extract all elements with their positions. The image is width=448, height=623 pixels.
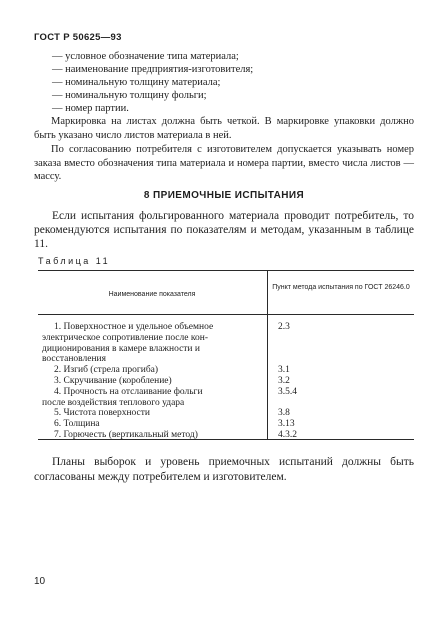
table-cell-method: 3.8 <box>278 408 290 419</box>
table-cell-method: 2.3 <box>278 322 290 332</box>
table-caption: Таблица 11 <box>38 256 111 266</box>
table-row <box>42 387 266 409</box>
list-item: — номинальную толщину фольги; <box>52 90 207 101</box>
paragraph-plans: Планы выборок и уровень приемочных испытаний должны быть согласованы между потребителем и изготовителем. <box>34 456 414 483</box>
running-header: ГОСТ Р 50625—93 <box>34 32 122 43</box>
table-header-method: Пункт метода испытания по ГОСТ 26246.0 <box>272 284 410 291</box>
table-spacer <box>278 333 398 365</box>
list-item: — номинальную толщину материала; <box>52 77 221 88</box>
table-column-rule <box>267 270 268 440</box>
table-spacer <box>278 398 398 409</box>
table-cell-name: восстановления <box>42 354 107 365</box>
list-item: — номер партии. <box>52 103 129 114</box>
table-cell-method: 3.5.4 <box>278 386 297 397</box>
table-cell-name: 3. Скручивание (коробление) <box>54 375 172 386</box>
marking-list <box>52 50 412 115</box>
table-cell-method: 4.3.2 <box>278 429 297 440</box>
table-row <box>42 408 266 419</box>
table-header-name: Наименование показателя <box>108 291 196 298</box>
table-names-column <box>42 322 266 441</box>
paragraph-marking: Маркировка на листах должна быть четкой. В маркировке упаковки должно быть указано число листов материала в ней. <box>34 116 414 141</box>
table-cell-name: 6. Толщина <box>54 419 100 430</box>
paragraph-tests: Если испытания фольгированного материала проводит потребитель, то рекомендуются испытания по показателям и методам, указанным в таблице 11. <box>34 210 414 250</box>
table-row <box>42 376 266 387</box>
test-table <box>38 270 414 440</box>
section-title: 8 ПРИЕМОЧНЫЕ ИСПЫТАНИЯ <box>143 190 305 201</box>
list-item: — условное обозначение типа материала; <box>52 51 239 62</box>
table-cell-method: 3.2 <box>278 375 290 386</box>
paragraph-agreement: По согласованию потребителя с изготовителем допускается указывать номер заказа вместо обозначения типа материала и номера партии, вместо числа листов — массу. <box>34 144 414 182</box>
table-cell-name: 1. Поверхностное и удельное объемное <box>54 322 214 332</box>
table-cell-name: 7. Горючесть (вертикальный метод) <box>54 429 198 440</box>
table-cell-name: после воздействия теплового удара <box>42 397 185 408</box>
table-row <box>42 322 266 365</box>
table-cell-name: электрическое сопротивление после кон- <box>42 332 208 343</box>
table-row <box>42 419 266 430</box>
table-cell-name: 2. Изгиб (стрела прогиба) <box>54 365 159 376</box>
page-number: 10 <box>34 576 46 587</box>
table-top-rule <box>38 270 414 271</box>
table-row <box>42 365 266 376</box>
table-cell-name: 4. Прочность на отслаивание фольги <box>54 386 203 397</box>
table-row <box>42 430 266 441</box>
table-methods-column <box>278 322 398 441</box>
table-header-rule <box>38 314 414 315</box>
list-item: — наименование предприятия-изготовителя; <box>52 64 254 75</box>
table-cell-method: 3.1 <box>278 365 290 376</box>
table-cell-name: 5. Чистота поверхности <box>54 408 150 419</box>
table-cell-name: диционирования в камере влажности и <box>42 343 200 354</box>
table-cell-method: 3.13 <box>278 419 295 430</box>
